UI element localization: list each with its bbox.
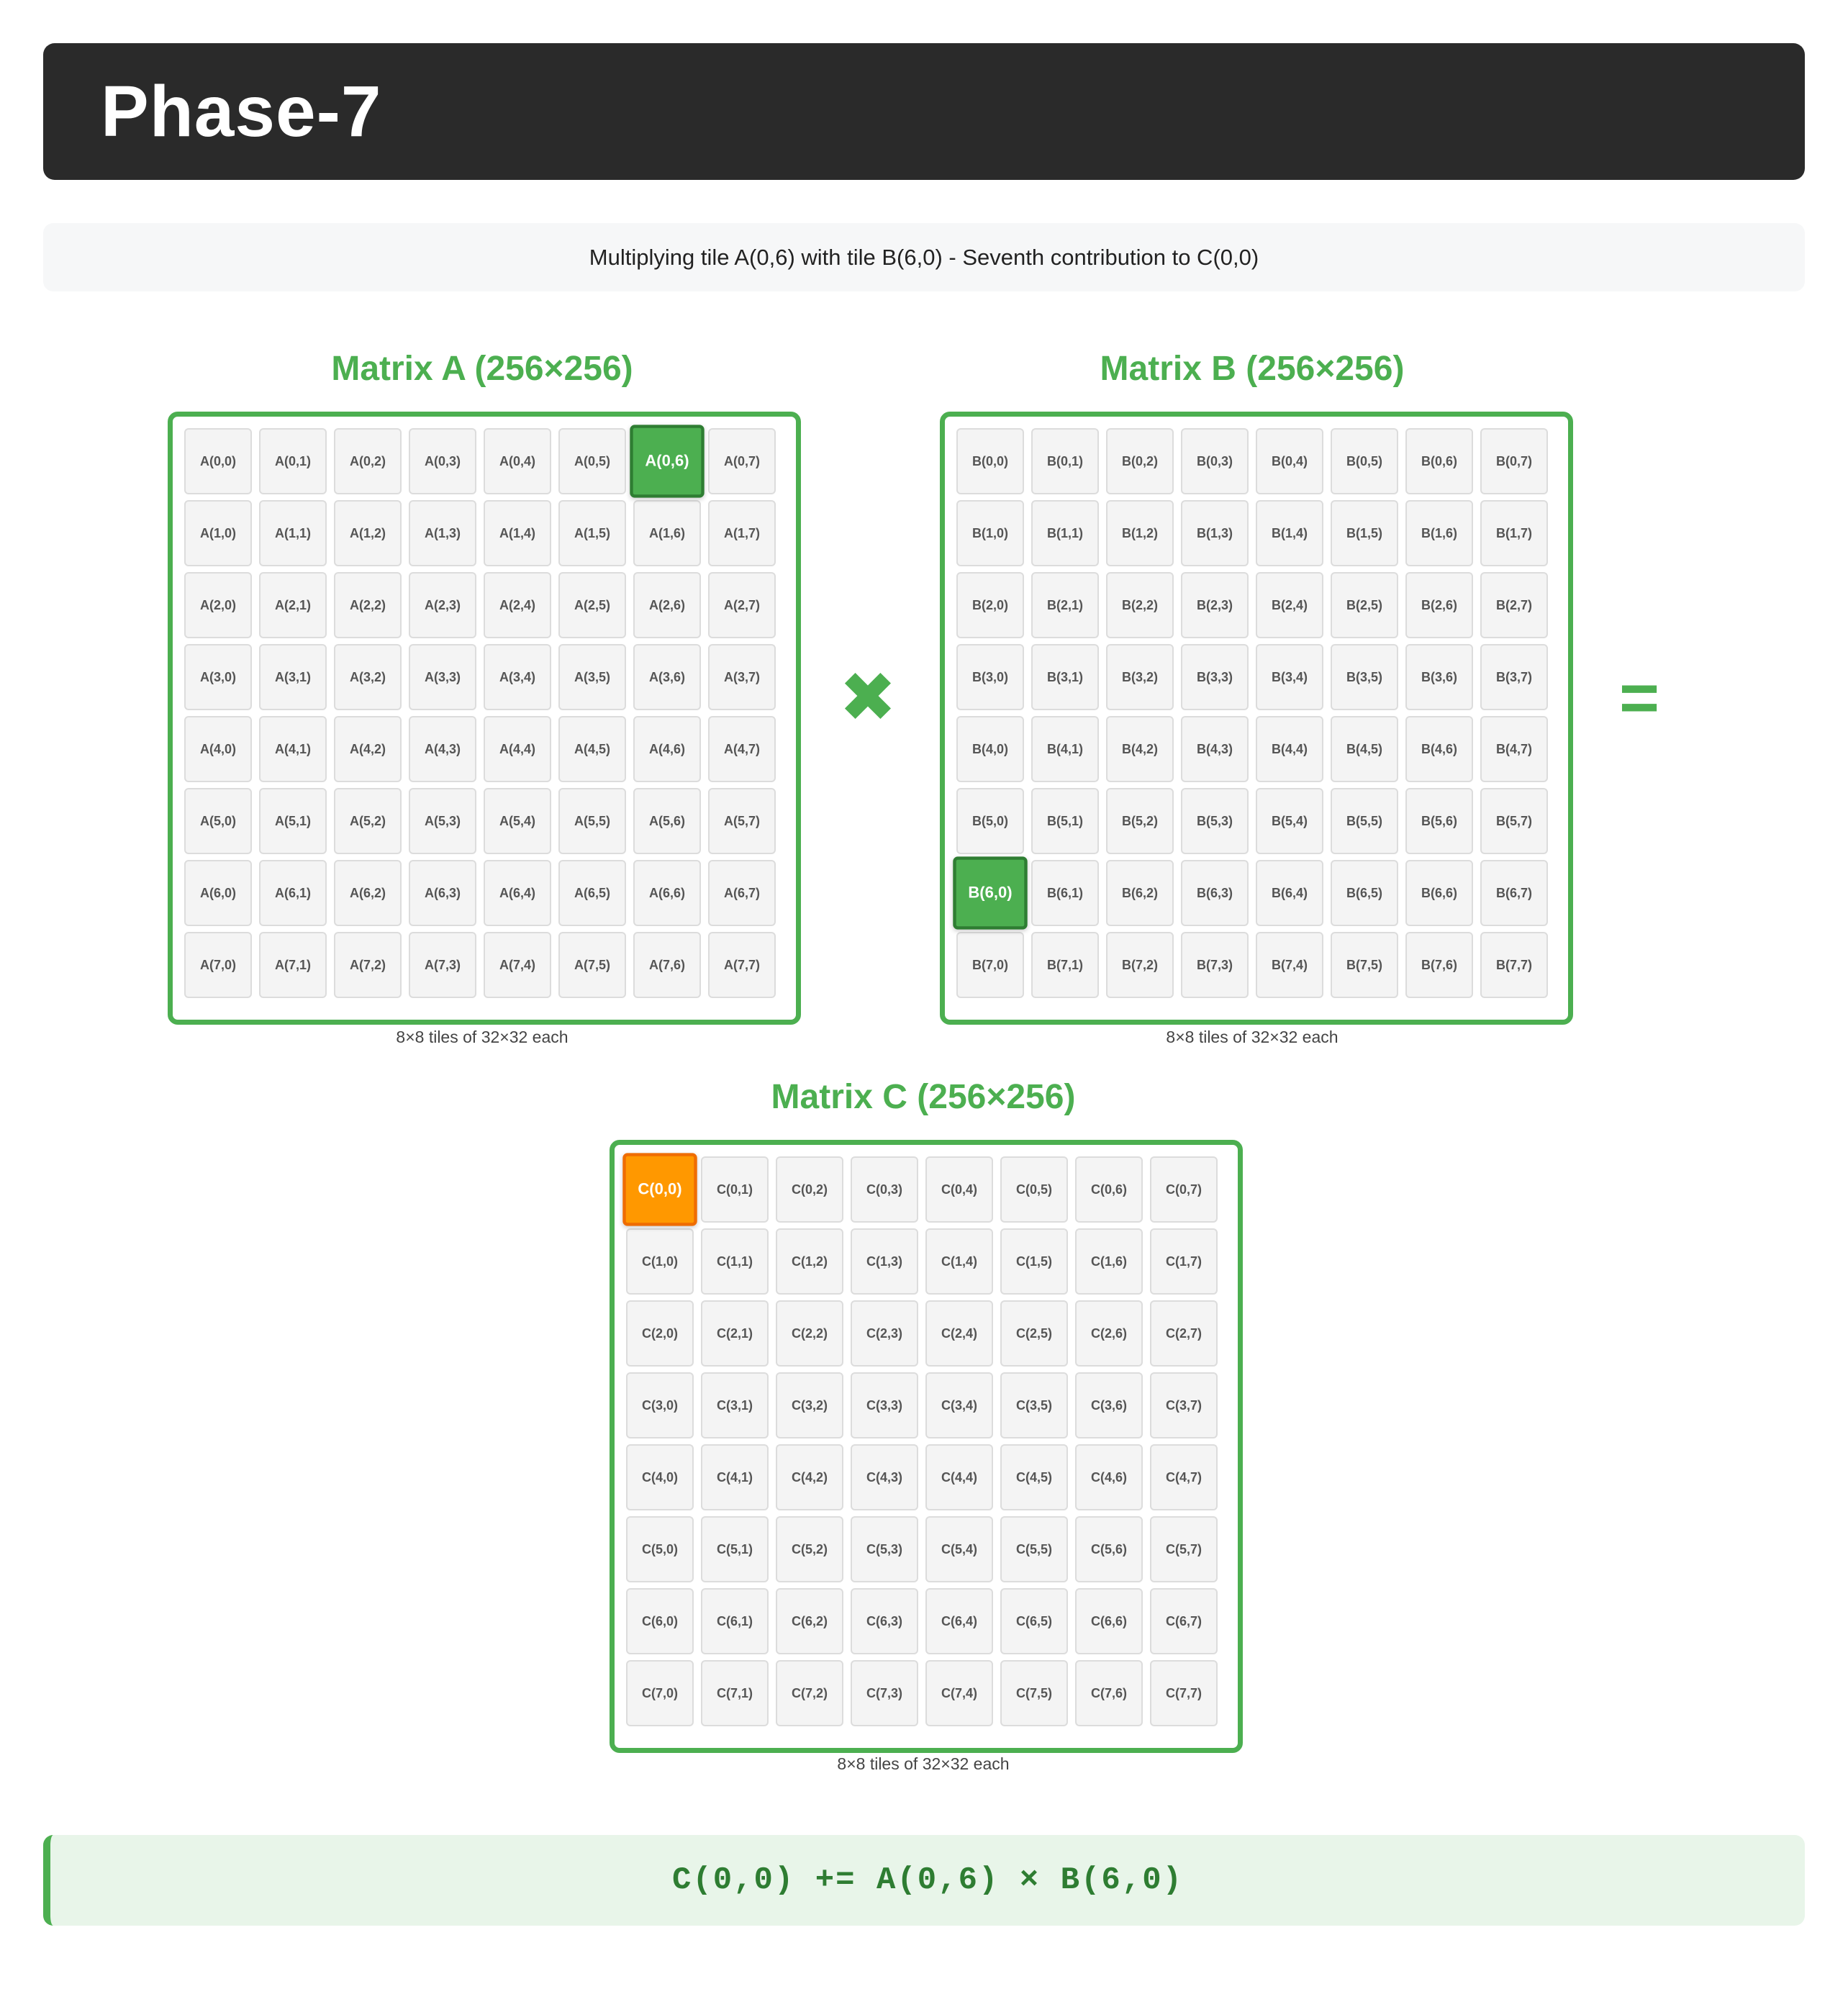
tile-b-5-6: B(5,6) bbox=[1405, 788, 1473, 854]
tile-c-5-1: C(5,1) bbox=[701, 1516, 769, 1582]
matrix-c-grid bbox=[626, 1156, 1218, 1726]
multiply-icon: ✖ bbox=[838, 659, 897, 736]
tile-b-6-1: B(6,1) bbox=[1031, 860, 1099, 926]
tile-c-0-1: C(0,1) bbox=[701, 1156, 769, 1223]
tile-a-2-5: A(2,5) bbox=[558, 572, 626, 638]
tile-b-2-1: B(2,1) bbox=[1031, 572, 1099, 638]
phase-description: Multiplying tile A(0,6) with tile B(6,0) - Seventh contribution to C(0,0) bbox=[43, 223, 1805, 291]
tile-a-4-3: A(4,3) bbox=[409, 716, 476, 782]
tile-c-6-4: C(6,4) bbox=[925, 1588, 993, 1654]
tile-a-7-0: A(7,0) bbox=[184, 932, 252, 998]
tile-b-7-7: B(7,7) bbox=[1480, 932, 1548, 998]
tile-a-3-0: A(3,0) bbox=[184, 644, 252, 710]
tile-b-4-7: B(4,7) bbox=[1480, 716, 1548, 782]
tile-c-0-3: C(0,3) bbox=[851, 1156, 918, 1223]
tile-c-3-5: C(3,5) bbox=[1000, 1372, 1068, 1438]
tile-c-6-1: C(6,1) bbox=[701, 1588, 769, 1654]
tile-a-3-3: A(3,3) bbox=[409, 644, 476, 710]
tile-a-3-2: A(3,2) bbox=[334, 644, 402, 710]
tile-b-7-1: B(7,1) bbox=[1031, 932, 1099, 998]
tile-b-6-2: B(6,2) bbox=[1106, 860, 1174, 926]
tile-c-4-0: C(4,0) bbox=[626, 1444, 694, 1510]
tile-a-0-2: A(0,2) bbox=[334, 428, 402, 494]
tile-a-7-6: A(7,6) bbox=[633, 932, 701, 998]
matrix-a-title: Matrix A (256×256) bbox=[331, 350, 633, 388]
tile-b-7-3: B(7,3) bbox=[1181, 932, 1249, 998]
tile-c-3-2: C(3,2) bbox=[776, 1372, 843, 1438]
tile-a-5-7: A(5,7) bbox=[708, 788, 776, 854]
tile-c-4-5: C(4,5) bbox=[1000, 1444, 1068, 1510]
tile-b-6-6: B(6,6) bbox=[1405, 860, 1473, 926]
tile-a-3-6: A(3,6) bbox=[633, 644, 701, 710]
matrix-b-title: Matrix B (256×256) bbox=[1100, 350, 1405, 388]
tile-a-0-1: A(0,1) bbox=[259, 428, 327, 494]
tile-c-2-0: C(2,0) bbox=[626, 1300, 694, 1367]
tile-a-0-0: A(0,0) bbox=[184, 428, 252, 494]
tile-b-2-3: B(2,3) bbox=[1181, 572, 1249, 638]
tile-c-1-4: C(1,4) bbox=[925, 1228, 993, 1295]
tile-b-4-4: B(4,4) bbox=[1256, 716, 1323, 782]
tile-b-5-1: B(5,1) bbox=[1031, 788, 1099, 854]
tile-c-7-2: C(7,2) bbox=[776, 1660, 843, 1726]
tile-b-3-5: B(3,5) bbox=[1331, 644, 1398, 710]
tile-c-2-4: C(2,4) bbox=[925, 1300, 993, 1367]
tile-b-6-7: B(6,7) bbox=[1480, 860, 1548, 926]
tile-b-3-1: B(3,1) bbox=[1031, 644, 1099, 710]
header-banner bbox=[43, 43, 1805, 180]
tile-b-5-4: B(5,4) bbox=[1256, 788, 1323, 854]
tile-b-4-6: B(4,6) bbox=[1405, 716, 1473, 782]
tile-c-0-4: C(0,4) bbox=[925, 1156, 993, 1223]
tile-c-1-7: C(1,7) bbox=[1150, 1228, 1218, 1295]
tile-a-4-5: A(4,5) bbox=[558, 716, 626, 782]
tile-a-6-4: A(6,4) bbox=[484, 860, 551, 926]
tile-b-3-7: B(3,7) bbox=[1480, 644, 1548, 710]
tile-c-6-3: C(6,3) bbox=[851, 1588, 918, 1654]
tile-c-7-4: C(7,4) bbox=[925, 1660, 993, 1726]
tile-b-5-5: B(5,5) bbox=[1331, 788, 1398, 854]
tile-b-2-4: B(2,4) bbox=[1256, 572, 1323, 638]
tile-b-4-0: B(4,0) bbox=[956, 716, 1024, 782]
tile-b-7-0: B(7,0) bbox=[956, 932, 1024, 998]
tile-c-7-3: C(7,3) bbox=[851, 1660, 918, 1726]
tile-a-0-4: A(0,4) bbox=[484, 428, 551, 494]
tile-b-5-2: B(5,2) bbox=[1106, 788, 1174, 854]
matrix-a-caption: 8×8 tiles of 32×32 each bbox=[396, 1028, 569, 1046]
page-title: Phase-7 bbox=[101, 71, 382, 152]
tile-b-1-1: B(1,1) bbox=[1031, 500, 1099, 566]
tile-a-6-1: A(6,1) bbox=[259, 860, 327, 926]
tile-a-4-7: A(4,7) bbox=[708, 716, 776, 782]
tile-c-2-1: C(2,1) bbox=[701, 1300, 769, 1367]
tile-b-6-5: B(6,5) bbox=[1331, 860, 1398, 926]
tile-b-3-3: B(3,3) bbox=[1181, 644, 1249, 710]
tile-a-1-1: A(1,1) bbox=[259, 500, 327, 566]
tile-c-5-5: C(5,5) bbox=[1000, 1516, 1068, 1582]
tile-a-6-5: A(6,5) bbox=[558, 860, 626, 926]
tile-c-1-3: C(1,3) bbox=[851, 1228, 918, 1295]
tile-b-4-5: B(4,5) bbox=[1331, 716, 1398, 782]
tile-a-4-1: A(4,1) bbox=[259, 716, 327, 782]
tile-a-2-3: A(2,3) bbox=[409, 572, 476, 638]
tile-c-1-0: C(1,0) bbox=[626, 1228, 694, 1295]
tile-a-7-2: A(7,2) bbox=[334, 932, 402, 998]
tile-c-0-0: C(0,0) bbox=[622, 1153, 697, 1225]
tile-c-1-6: C(1,6) bbox=[1075, 1228, 1143, 1295]
matrix-a-box bbox=[168, 412, 801, 1025]
tile-c-7-0: C(7,0) bbox=[626, 1660, 694, 1726]
tile-c-5-0: C(5,0) bbox=[626, 1516, 694, 1582]
equals-icon: = bbox=[1618, 659, 1660, 736]
tile-a-4-2: A(4,2) bbox=[334, 716, 402, 782]
tile-a-2-4: A(2,4) bbox=[484, 572, 551, 638]
tile-a-4-4: A(4,4) bbox=[484, 716, 551, 782]
tile-b-0-3: B(0,3) bbox=[1181, 428, 1249, 494]
tile-a-3-7: A(3,7) bbox=[708, 644, 776, 710]
tile-b-1-0: B(1,0) bbox=[956, 500, 1024, 566]
tile-c-0-6: C(0,6) bbox=[1075, 1156, 1143, 1223]
tile-b-0-0: B(0,0) bbox=[956, 428, 1024, 494]
tile-c-4-7: C(4,7) bbox=[1150, 1444, 1218, 1510]
tile-b-0-2: B(0,2) bbox=[1106, 428, 1174, 494]
tile-b-5-7: B(5,7) bbox=[1480, 788, 1548, 854]
matrix-c-caption: 8×8 tiles of 32×32 each bbox=[837, 1754, 1010, 1773]
tile-c-6-0: C(6,0) bbox=[626, 1588, 694, 1654]
tile-b-3-4: B(3,4) bbox=[1256, 644, 1323, 710]
tile-a-2-0: A(2,0) bbox=[184, 572, 252, 638]
tile-c-2-3: C(2,3) bbox=[851, 1300, 918, 1367]
tile-a-0-5: A(0,5) bbox=[558, 428, 626, 494]
tile-a-5-5: A(5,5) bbox=[558, 788, 626, 854]
tile-b-4-3: B(4,3) bbox=[1181, 716, 1249, 782]
tile-c-4-1: C(4,1) bbox=[701, 1444, 769, 1510]
tile-b-2-7: B(2,7) bbox=[1480, 572, 1548, 638]
tile-a-3-1: A(3,1) bbox=[259, 644, 327, 710]
tile-b-0-6: B(0,6) bbox=[1405, 428, 1473, 494]
tile-c-0-5: C(0,5) bbox=[1000, 1156, 1068, 1223]
tile-c-3-6: C(3,6) bbox=[1075, 1372, 1143, 1438]
tile-c-0-2: C(0,2) bbox=[776, 1156, 843, 1223]
tile-a-5-6: A(5,6) bbox=[633, 788, 701, 854]
tile-b-2-6: B(2,6) bbox=[1405, 572, 1473, 638]
tile-c-4-2: C(4,2) bbox=[776, 1444, 843, 1510]
tile-c-3-4: C(3,4) bbox=[925, 1372, 993, 1438]
tile-a-7-5: A(7,5) bbox=[558, 932, 626, 998]
tile-a-2-6: A(2,6) bbox=[633, 572, 701, 638]
tile-a-3-5: A(3,5) bbox=[558, 644, 626, 710]
tile-b-1-3: B(1,3) bbox=[1181, 500, 1249, 566]
matrix-b-grid bbox=[956, 428, 1548, 998]
tile-a-5-0: A(5,0) bbox=[184, 788, 252, 854]
tile-b-0-4: B(0,4) bbox=[1256, 428, 1323, 494]
tile-c-5-6: C(5,6) bbox=[1075, 1516, 1143, 1582]
tile-c-7-6: C(7,6) bbox=[1075, 1660, 1143, 1726]
tile-a-7-1: A(7,1) bbox=[259, 932, 327, 998]
tile-c-3-3: C(3,3) bbox=[851, 1372, 918, 1438]
tile-c-2-7: C(2,7) bbox=[1150, 1300, 1218, 1367]
tile-a-6-0: A(6,0) bbox=[184, 860, 252, 926]
tile-b-6-3: B(6,3) bbox=[1181, 860, 1249, 926]
tile-b-5-0: B(5,0) bbox=[956, 788, 1024, 854]
matrix-b-caption: 8×8 tiles of 32×32 each bbox=[1166, 1028, 1339, 1046]
tile-a-6-2: A(6,2) bbox=[334, 860, 402, 926]
tile-b-1-4: B(1,4) bbox=[1256, 500, 1323, 566]
tile-a-4-6: A(4,6) bbox=[633, 716, 701, 782]
tile-a-6-6: A(6,6) bbox=[633, 860, 701, 926]
tile-a-0-7: A(0,7) bbox=[708, 428, 776, 494]
tile-a-1-3: A(1,3) bbox=[409, 500, 476, 566]
tile-c-5-7: C(5,7) bbox=[1150, 1516, 1218, 1582]
tile-a-7-4: A(7,4) bbox=[484, 932, 551, 998]
matrix-a-grid bbox=[184, 428, 776, 998]
tile-a-2-7: A(2,7) bbox=[708, 572, 776, 638]
tile-c-6-6: C(6,6) bbox=[1075, 1588, 1143, 1654]
tile-b-1-5: B(1,5) bbox=[1331, 500, 1398, 566]
tile-c-5-2: C(5,2) bbox=[776, 1516, 843, 1582]
tile-b-3-6: B(3,6) bbox=[1405, 644, 1473, 710]
tile-c-4-4: C(4,4) bbox=[925, 1444, 993, 1510]
tile-b-0-1: B(0,1) bbox=[1031, 428, 1099, 494]
tile-a-2-1: A(2,1) bbox=[259, 572, 327, 638]
tile-b-3-0: B(3,0) bbox=[956, 644, 1024, 710]
tile-c-3-1: C(3,1) bbox=[701, 1372, 769, 1438]
tile-c-2-5: C(2,5) bbox=[1000, 1300, 1068, 1367]
matrix-b-box bbox=[940, 412, 1573, 1025]
tile-c-3-7: C(3,7) bbox=[1150, 1372, 1218, 1438]
matrix-c-title: Matrix C (256×256) bbox=[771, 1078, 1076, 1116]
tile-a-6-7: A(6,7) bbox=[708, 860, 776, 926]
tile-a-5-4: A(5,4) bbox=[484, 788, 551, 854]
tile-b-4-2: B(4,2) bbox=[1106, 716, 1174, 782]
tile-a-5-2: A(5,2) bbox=[334, 788, 402, 854]
tile-c-6-5: C(6,5) bbox=[1000, 1588, 1068, 1654]
tile-a-1-7: A(1,7) bbox=[708, 500, 776, 566]
tile-b-7-2: B(7,2) bbox=[1106, 932, 1174, 998]
tile-a-7-3: A(7,3) bbox=[409, 932, 476, 998]
tile-c-4-6: C(4,6) bbox=[1075, 1444, 1143, 1510]
tile-a-1-4: A(1,4) bbox=[484, 500, 551, 566]
tile-a-1-6: A(1,6) bbox=[633, 500, 701, 566]
tile-c-1-5: C(1,5) bbox=[1000, 1228, 1068, 1295]
update-formula: C(0,0) += A(0,6) × B(6,0) bbox=[43, 1835, 1805, 1926]
tile-b-6-4: B(6,4) bbox=[1256, 860, 1323, 926]
tile-b-6-0: B(6,0) bbox=[953, 856, 1027, 929]
matrix-c-box bbox=[610, 1140, 1243, 1753]
tile-c-5-3: C(5,3) bbox=[851, 1516, 918, 1582]
tile-a-5-1: A(5,1) bbox=[259, 788, 327, 854]
tile-b-2-2: B(2,2) bbox=[1106, 572, 1174, 638]
tile-a-1-5: A(1,5) bbox=[558, 500, 626, 566]
tile-b-1-7: B(1,7) bbox=[1480, 500, 1548, 566]
tile-b-3-2: B(3,2) bbox=[1106, 644, 1174, 710]
tile-c-7-5: C(7,5) bbox=[1000, 1660, 1068, 1726]
tile-b-7-5: B(7,5) bbox=[1331, 932, 1398, 998]
tile-a-1-0: A(1,0) bbox=[184, 500, 252, 566]
tile-b-4-1: B(4,1) bbox=[1031, 716, 1099, 782]
tile-b-2-5: B(2,5) bbox=[1331, 572, 1398, 638]
tile-b-7-6: B(7,6) bbox=[1405, 932, 1473, 998]
tile-a-6-3: A(6,3) bbox=[409, 860, 476, 926]
tile-b-5-3: B(5,3) bbox=[1181, 788, 1249, 854]
tile-c-1-1: C(1,1) bbox=[701, 1228, 769, 1295]
tile-a-2-2: A(2,2) bbox=[334, 572, 402, 638]
tile-c-4-3: C(4,3) bbox=[851, 1444, 918, 1510]
tile-a-1-2: A(1,2) bbox=[334, 500, 402, 566]
tile-a-5-3: A(5,3) bbox=[409, 788, 476, 854]
tile-a-7-7: A(7,7) bbox=[708, 932, 776, 998]
tile-c-7-1: C(7,1) bbox=[701, 1660, 769, 1726]
tile-c-2-6: C(2,6) bbox=[1075, 1300, 1143, 1367]
tile-a-0-3: A(0,3) bbox=[409, 428, 476, 494]
tile-c-5-4: C(5,4) bbox=[925, 1516, 993, 1582]
tile-b-2-0: B(2,0) bbox=[956, 572, 1024, 638]
tile-b-7-4: B(7,4) bbox=[1256, 932, 1323, 998]
tile-b-1-6: B(1,6) bbox=[1405, 500, 1473, 566]
tile-b-0-7: B(0,7) bbox=[1480, 428, 1548, 494]
tile-c-2-2: C(2,2) bbox=[776, 1300, 843, 1367]
tile-c-3-0: C(3,0) bbox=[626, 1372, 694, 1438]
tile-a-0-6: A(0,6) bbox=[630, 425, 704, 497]
tile-c-1-2: C(1,2) bbox=[776, 1228, 843, 1295]
tile-c-0-7: C(0,7) bbox=[1150, 1156, 1218, 1223]
tile-a-3-4: A(3,4) bbox=[484, 644, 551, 710]
tile-c-7-7: C(7,7) bbox=[1150, 1660, 1218, 1726]
tile-c-6-2: C(6,2) bbox=[776, 1588, 843, 1654]
tile-c-6-7: C(6,7) bbox=[1150, 1588, 1218, 1654]
tile-a-4-0: A(4,0) bbox=[184, 716, 252, 782]
tile-b-0-5: B(0,5) bbox=[1331, 428, 1398, 494]
tile-b-1-2: B(1,2) bbox=[1106, 500, 1174, 566]
